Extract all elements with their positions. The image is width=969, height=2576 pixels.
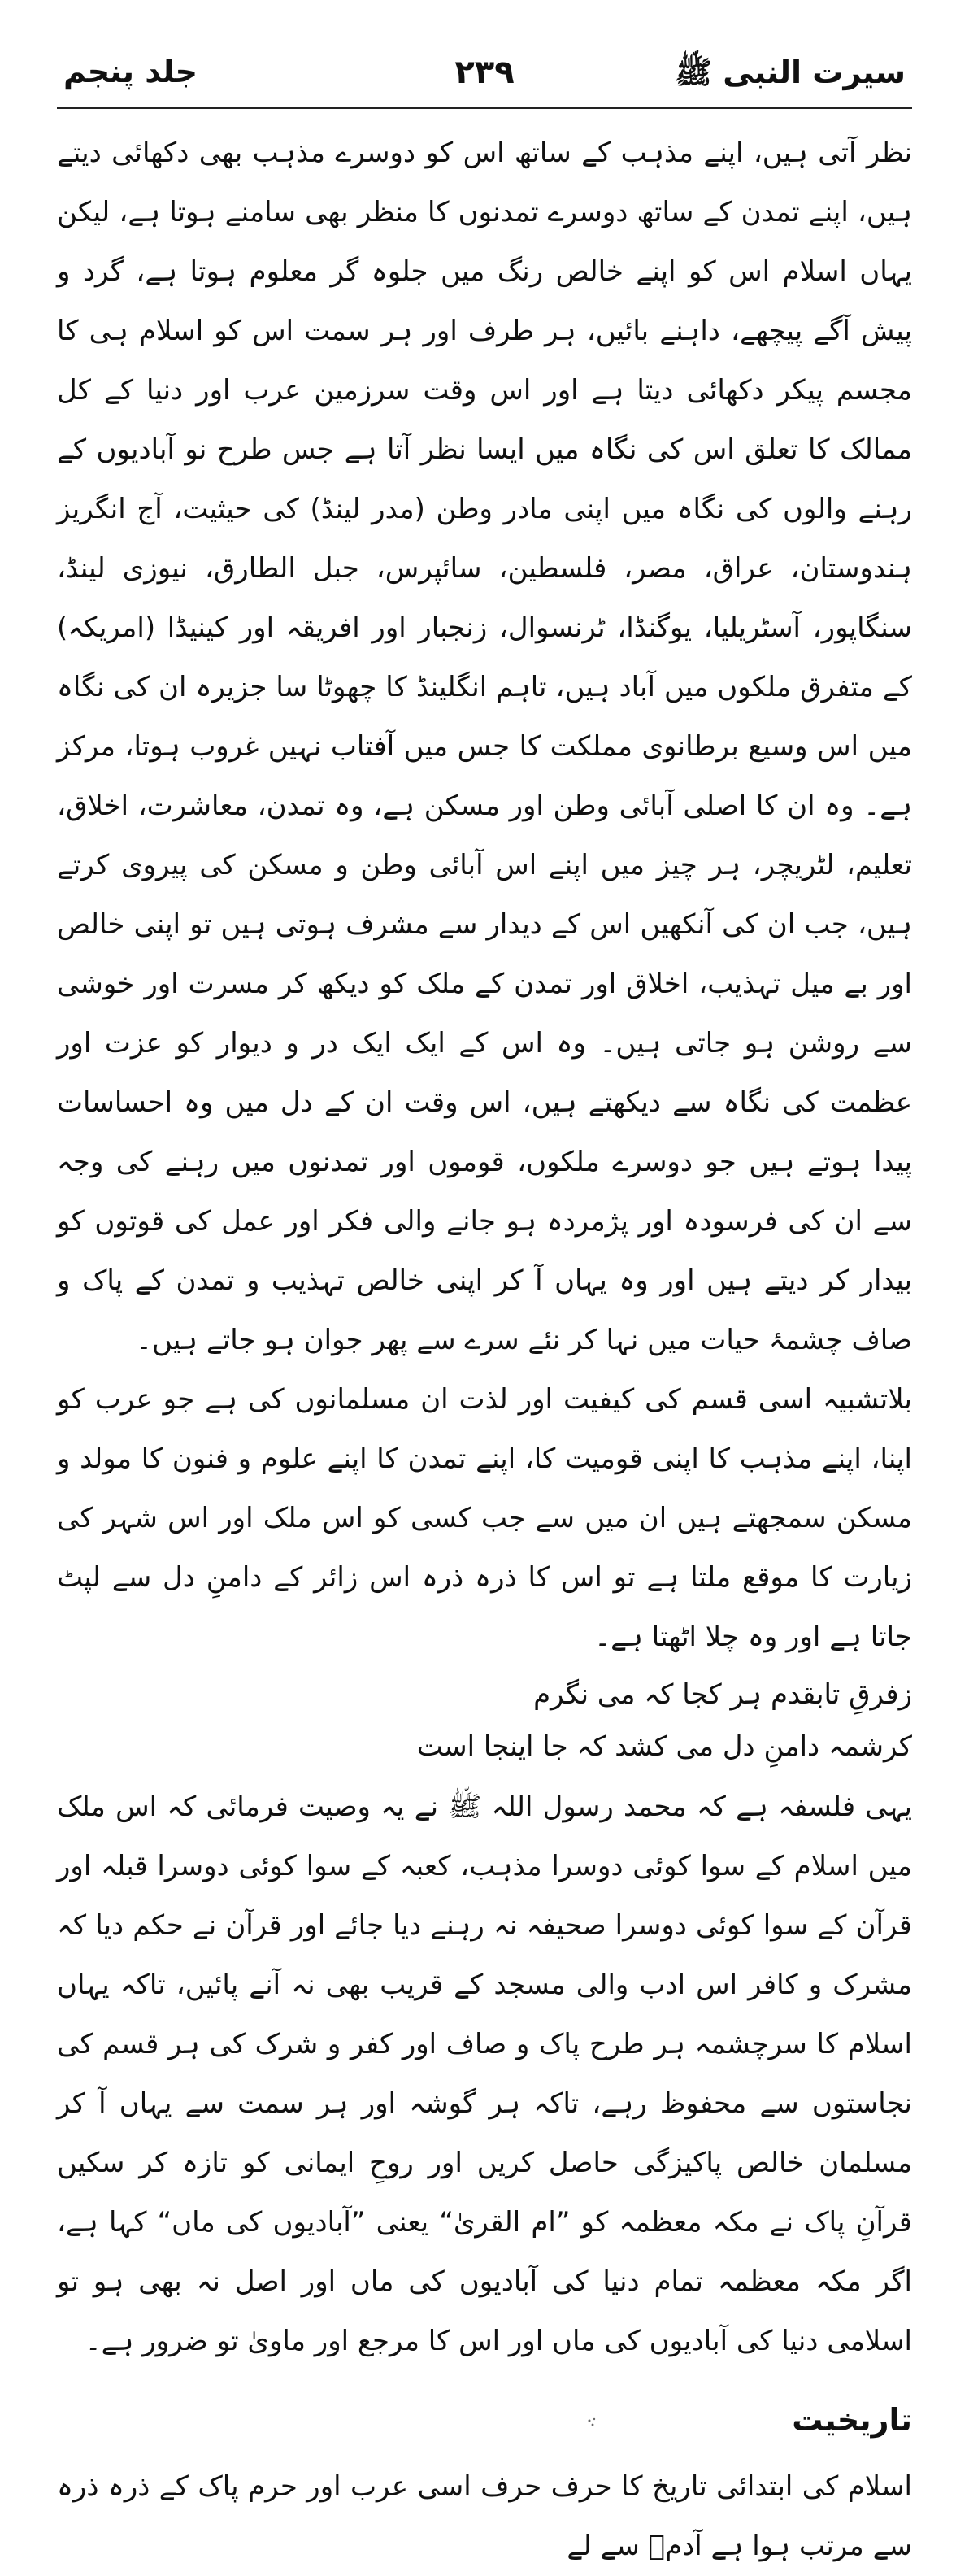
verse-line: زفرقِ تابقدم ہر کجا کہ می نگرم (533, 1678, 912, 1711)
page-number: ۲۳۹ (454, 54, 515, 91)
section-heading-text: تاریخیت (792, 2402, 912, 2438)
volume-label: جلد پنجم (63, 54, 198, 89)
paragraph: یہی فلسفہ ہے کہ محمد رسول اللہ ﷺ نے یہ وصیت فرمائی کہ اس ملک میں اسلام کے سوا کوئی دوسرا مذہب، کعبہ کے سوا کوئی دوسرا قبلہ اور قرآن کے سوا کوئی دوسرا صحیفہ نہ رہنے دیا جائے اور قرآن نے حکم دیا کہ مشرک و کافر اس ادب والی مسجد کے قریب بھی نہ آنے پائیں، تاکہ یہاں اسلام کا سرچشمہ ہر طرح پاک و صاف اور کفر و شرک کی ہر قسم کی نجاستوں سے محفوظ رہے، تاکہ ہر گوشہ اور ہر سمت سے یہاں آ کر مسلمان خالص پاکیزگی حاصل کریں اور روحِ ایمانی کو تازہ کر سکیں قرآنِ پاک نے مکہ معظمہ کو ”ام القریٰ“ یعنی ”آبادیوں کی ماں“ کہا ہے، اگر مکہ معظمہ تمام دنیا کی آبادیوں کی ماں اور اصل نہ بھی ہو تو اسلامی دنیا کی آبادیوں کی ماں اور اس کا مرجع اور ماویٰ تو ضرور ہے۔ (57, 1791, 912, 2357)
persian-verse (57, 1669, 912, 1773)
ink-speck-icon (583, 2413, 602, 2432)
main-text (57, 124, 912, 2576)
running-header (57, 50, 912, 109)
paragraph: اسلام کی ابتدائی تاریخ کا حرف حرف اسی عرب اور حرم پاک کے ذرہ ذرہ سے مرتب ہوا ہے آدمؑ سے لے (57, 2470, 912, 2562)
book-title: سیرت النبی ﷺ (675, 54, 906, 90)
verse-line: کرشمہ دامنِ دل می کشد کہ جا اینجا است (416, 1730, 912, 1763)
section-heading (57, 2387, 912, 2452)
paragraph: بلاتشبیہ اسی قسم کی کیفیت اور لذت ان مسلمانوں کی ہے جو عرب کو اپنا، اپنے مذہب کا اپنی قومیت کا، اپنے تمدن کا اپنے علوم و فنون کا مولد و مسکن سمجھتے ہیں ان میں سے جب کسی کو اس ملک اور اس شہر کی زیارت کا موقع ملتا ہے تو اس کا ذرہ ذرہ اس زائر کے دامنِ دل سے لپٹ جاتا ہے اور وہ چلا اٹھتا ہے۔ (57, 1383, 912, 1653)
paragraph: نظر آتی ہیں، اپنے مذہب کے ساتھ اس کو دوسرے مذہب بھی دکھائی دیتے ہیں، اپنے تمدن کے ساتھ دوسرے تمدنوں کا منظر بھی سامنے ہوتا ہے، لیکن یہاں اسلام اس کو اپنے خالص رنگ میں جلوہ گر معلوم ہوتا ہے، گرد و پیش آگے پیچھے، داہنے بائیں، ہر طرف اور ہر سمت اس کو اسلام ہی کا مجسم پیکر دکھائی دیتا ہے اور اس وقت سرزمین عرب اور دنیا کے کل ممالک کا تعلق اس کی نگاہ میں ایسا نظر آتا ہے جس طرح نو آبادیوں کے رہنے والوں کی نگاہ میں اپنی مادر وطن (مدر لینڈ) کی حیثیت، آج انگریز ہندوستان، عراق، مصر، فلسطین، سائپرس، جبل الطارق، نیوزی لینڈ، سنگاپور، آسٹریلیا، یوگنڈا، ٹرنسوال، زنجبار اور افریقہ اور کینیڈا (امریکہ) کے متفرق ملکوں میں آباد ہیں، تاہم انگلینڈ کا چھوٹا سا جزیرہ ان کی نگاہ میں اس وسیع برطانوی مملکت کا جس میں آفتاب نہیں غروب ہوتا، مرکز ہے۔ وہ ان کا اصلی آبائی وطن اور مسکن ہے، وہ تمدن، معاشرت، اخلاق، تعلیم، لٹریچر، ہر چیز میں اپنے اس آبائی وطن و مسکن کی پیروی کرتے ہیں، جب ان کی آنکھیں اس کے دیدار سے مشرف ہوتی ہیں تو اپنی خالص اور بے میل تہذیب، اخلاق اور تمدن کے ملک کو دیکھ کر مسرت اور خوشی سے روشن ہو جاتی ہیں۔ وہ اس کے ایک ایک در و دیوار کو عزت اور عظمت کی نگاہ سے دیکھتے ہیں، اس وقت ان کے دل میں وہ احساسات پیدا ہوتے ہیں جو دوسرے ملکوں، قوموں اور تمدنوں میں رہنے کی وجہ سے ان کی فرسودہ اور پژمردہ ہو جانے والی فکر اور عمل کی قوتوں کو بیدار کر دیتے ہیں اور وہ یہاں آ کر اپنی خالص تہذیب و تمدن کے پاک و صاف چشمۂ حیات میں نہا کر نئے سرے سے پھر جوان ہو جاتے ہیں۔ (57, 137, 912, 1356)
